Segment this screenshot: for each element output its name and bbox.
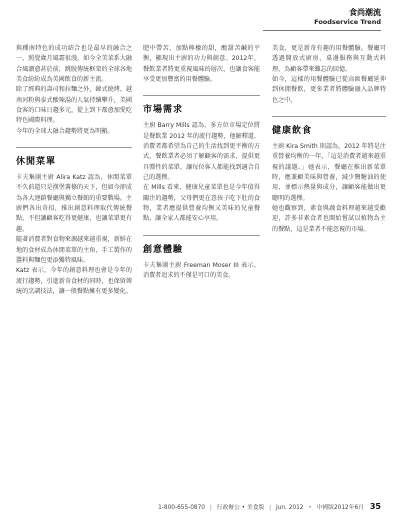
subheading-creative-experience: 創意體驗	[143, 244, 184, 255]
page-number: 35	[369, 502, 381, 511]
column-1	[16, 44, 132, 297]
column-3	[272, 44, 386, 235]
footer-separator: •	[308, 505, 312, 511]
paragraph: 卡夫集團主廚 Alira Katz 認為，休閒菜單不久前還只是漢堡薯條的天下，但如今卻成為各大連鎖餐廳與獨立餐館的重要戰場。主廚們各出奇招，推出創意料理取代傳統餐點，不但讓顧客吃得更健康，也讓菜單更有趣。	[16, 174, 132, 233]
footer-separator: |	[269, 505, 272, 511]
header-rule	[263, 30, 381, 31]
paragraph: 今年的全球大融合趨勢將更為明顯。	[16, 127, 114, 135]
paragraph: 主廚 Barry Mills 認為，多方位市場定位將是餐飲業 2012 年的流行趨勢，他解釋道，消費者都希望為自己的生活找到更平衡的方式，餐飲業者必須了解顧客的需求，提供更具彈性的菜單，讓每位客人都能找到適合自己的選擇。	[143, 122, 260, 182]
subheading-casual-menu: 休閒菜單	[16, 157, 57, 168]
footer-publication: 行政辦公 • 美食版	[216, 505, 265, 511]
page-footer	[0, 502, 381, 511]
paragraph: 肥中帶苦，加點檸檬的甜，酸甜苦鹹的平衡，顯現出主廚的功力與創意。2012年，餐飲業者將更重視風味的層次，也讓食客能享受更加豐富的用餐體驗。	[143, 45, 260, 84]
section-subtitle: Foodservice Trend	[314, 18, 381, 26]
section-divider	[143, 235, 260, 236]
section-header	[314, 7, 381, 27]
paragraph: 如今，這樣的用餐體驗已從高級餐廳延伸到休閒餐飲，更多業者將體驗融入品牌特色之中。	[272, 76, 386, 104]
footer-issue-en: Jun. 2012	[275, 505, 304, 511]
footer-issue-zh: 中國版2012年6月	[316, 505, 365, 511]
paragraph: 美食，更是新奇有趣的用餐體驗。餐廳可透過開放式廚房、桌邊服務與互動式料理，為顧客帶來難忘的回憶。	[272, 45, 386, 73]
paragraph: 卡夫集團主廚 Freeman Moser III 表示，消費者追求的不僅是可口的美食。	[143, 261, 260, 280]
footer-separator: |	[209, 505, 212, 511]
paragraph: 除了經典的壽司和拉麵之外，韓式燒烤、越南河粉與泰式酸辣湯的人氣持續攀升，美國食客的口味日趨多元，從上到下都愈加愛吃特色國際料理。	[16, 86, 132, 125]
paragraph: 在 Mills 看來，健康兒童菜單也是今年值得關注的趨勢，父母們更在意孩子吃下肚的食物，業者應提供營養均衡又美味的兒童餐點，讓全家人都能安心享用。	[143, 184, 260, 223]
paragraph: Katz 表示，今年的創意料理也會是今年的流行趨勢，引進新奇食材的同時，也保留傳統的烹調技法，讓一般餐點擁有更多變化。	[16, 267, 132, 295]
subheading-healthy-eating: 健康飲食	[272, 126, 313, 137]
section-divider	[272, 116, 386, 117]
paragraph: 她也觀察到，素食與蔬食料理越來越受歡迎，許多非素食者也開始嘗試以植物為主的餐點，這是業者不能忽視的市場。	[272, 205, 386, 233]
paragraph: 隨著消費者對食物來源越來越重視，新鮮在地的食材成為休閒菜單的主角，手工製作的醬料與麵包更添獨特風味。	[16, 236, 132, 264]
section-divider	[16, 147, 132, 148]
subheading-market-demand: 市場需求	[143, 105, 184, 116]
section-divider	[143, 95, 260, 96]
paragraph: 與種南特色的成功結合也是最早的融合之一，照覺歲月風霜很漫，如今全美菜系大融合風潮愈甚於前，跳脫傳統框架的全球各地美食紛紛成為美國飲食的新主流。	[16, 45, 132, 84]
paragraph: 主廚 Kira Smith 則認為，2012 年將是注重營養均衡的一年，「這是消費者越來越重視的議題。」她表示，餐廳在推出新菜單時，應兼顧美味與營養，減少鹽糖油的使用，並標示熱量與成分，讓顧客能做出更聰明的選擇。	[272, 143, 386, 202]
footer-phone: 1-800-655-0870	[158, 505, 205, 511]
section-title: 食尚潮流	[349, 8, 381, 17]
column-2	[143, 44, 260, 282]
